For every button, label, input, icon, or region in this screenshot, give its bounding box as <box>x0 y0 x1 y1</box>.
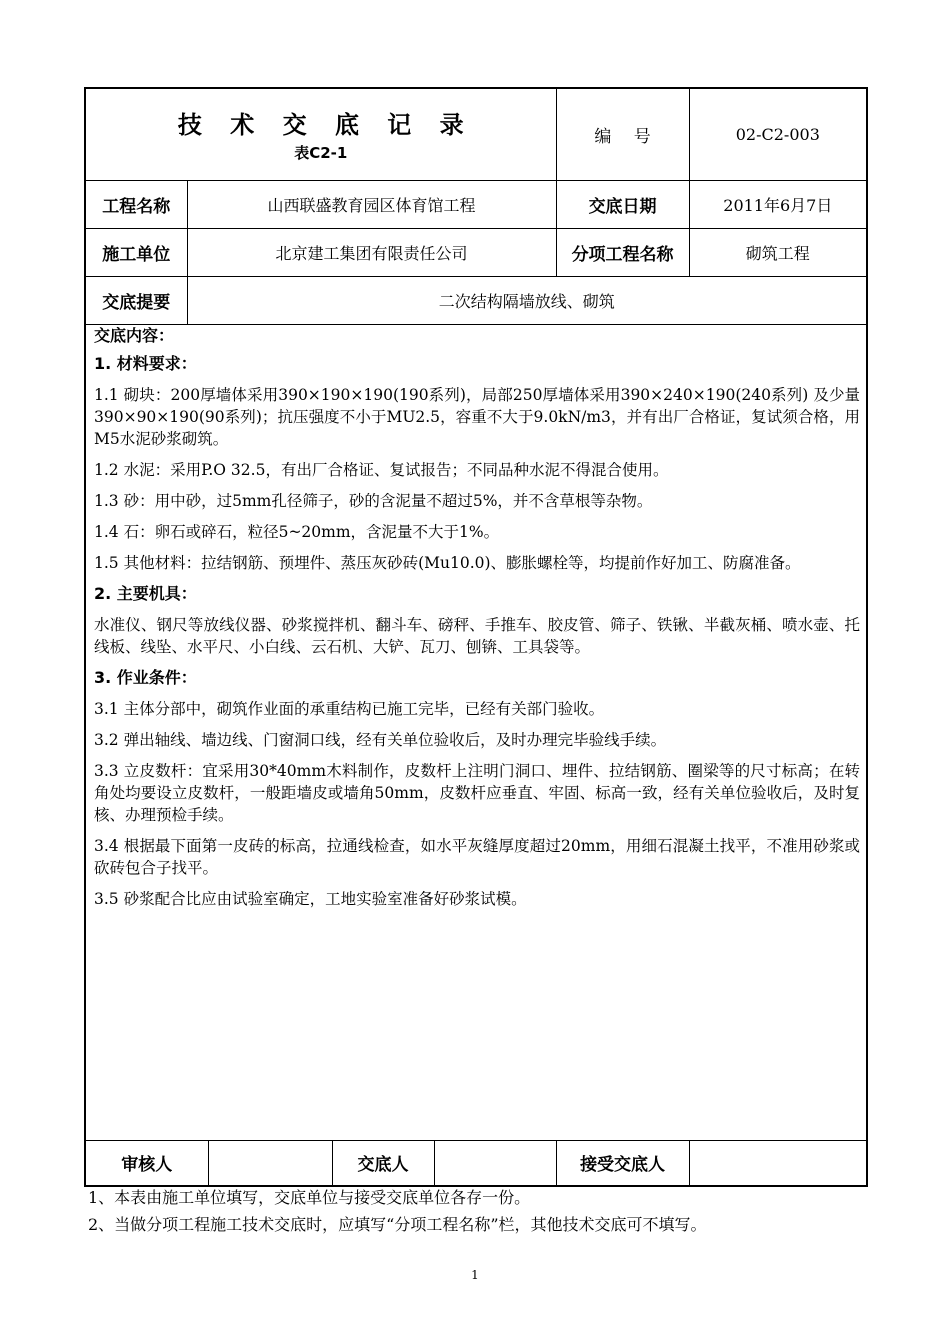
paragraph: 3.2 弹出轴线、墙边线、门窗洞口线，经有关单位验收后，及时办理完毕验线手续。 <box>94 730 667 749</box>
summary-label: 交底提要 <box>85 276 187 324</box>
page-number: 1 <box>471 1268 479 1282</box>
paragraph: 1.1 砌块：200厚墙体采用390×190×190(190系列)，局部250厚墙体采用390×240×190(240系列) 及少量390×90×190(90系列)；抗压强度不小于MU2.5，容重不大于9.0kN/m3，并有出厂合格证，复试须合格，用M5水泥砂浆砌筑。 <box>94 385 861 448</box>
content-cell <box>85 324 867 1140</box>
reviewer-value[interactable] <box>208 1140 332 1186</box>
summary-value: 二次结构隔墙放线、砌筑 <box>187 276 867 324</box>
unit-value: 北京建工集团有限责任公司 <box>187 228 556 276</box>
date-label: 交底日期 <box>556 180 689 228</box>
technical-disclosure-form <box>84 87 866 1187</box>
subproject-label: 分项工程名称 <box>556 228 689 276</box>
paragraph: 1.3 砂：用中砂，过5mm孔径筛子，砂的含泥量不超过5%，并不含草根等杂物。 <box>94 491 653 510</box>
paragraph: 3.4 根据最下面第一皮砖的标高，拉通线检查，如水平灰缝厚度超过20mm，用细石混凝土找平，不准用砂浆或砍砖包合子找平。 <box>94 836 861 877</box>
form-table <box>84 87 868 1187</box>
footnote: 2、当做分项工程施工技术交底时，应填写“分项工程名称”栏，其他技术交底可不填写。 <box>88 1215 707 1234</box>
reviewer-label: 审核人 <box>85 1140 208 1186</box>
paragraph: 1.2 水泥：采用P.O 32.5，有出厂合格证、复试报告；不同品种水泥不得混合使用。 <box>94 460 669 479</box>
discloser-value[interactable] <box>434 1140 556 1186</box>
paragraph: 1.4 石：卵石或碎石，粒径5~20mm，含泥量不大于1%。 <box>94 522 500 541</box>
section-title: 1. 材料要求： <box>94 353 197 373</box>
footnotes <box>88 1184 707 1238</box>
paragraph: 3.1 主体分部中，砌筑作业面的承重结构已施工完毕，已经有关部门验收。 <box>94 699 605 718</box>
footnote: 1、本表由施工单位填写，交底单位与接受交底单位各存一份。 <box>88 1188 531 1207</box>
number-label: 编 号 <box>556 88 689 180</box>
paragraph: 1.5 其他材料：拉结钢筋、预埋件、蒸压灰砂砖(Mu10.0)、膨胀螺栓等，均提前作好加工、防腐准备。 <box>94 553 801 572</box>
subproject-value: 砌筑工程 <box>689 228 867 276</box>
content-heading: 交底内容： <box>94 325 175 345</box>
date-value: 2011年6月7日 <box>689 180 867 228</box>
paragraph: 3.5 砂浆配合比应由试验室确定，工地实验室准备好砂浆试模。 <box>94 889 527 908</box>
disclosure-content <box>94 325 860 910</box>
form-title: 技 术 交 底 记 录 <box>177 111 474 140</box>
unit-label: 施工单位 <box>85 228 187 276</box>
section-title: 3. 作业条件： <box>94 667 197 687</box>
receiver-label: 接受交底人 <box>556 1140 689 1186</box>
title-cell <box>85 88 556 180</box>
project-name-label: 工程名称 <box>85 180 187 228</box>
number-value: 02-C2-003 <box>689 88 867 180</box>
paragraph: 水准仪、钢尺等放线仪器、砂浆搅拌机、翻斗车、磅秤、手推车、胶皮管、筛子、铁锹、半截灰桶、喷水壶、托线板、线坠、水平尺、小白线、云石机、大铲、瓦刀、刨锛、工具袋等。 <box>94 615 861 656</box>
receiver-value[interactable] <box>689 1140 867 1186</box>
paragraph: 3.3 立皮数杆：宜采用30*40mm木料制作，皮数杆上注明门洞口、埋件、拉结钢筋、圈梁等的尺寸标高；在转角处均要设立皮数杆，一般距墙皮或墙角50mm，皮数杆应垂直、牢固、标高一致，经有关单位验收后，及时复核、办理预检手续。 <box>94 761 861 824</box>
section-title: 2. 主要机具： <box>94 583 197 603</box>
form-subtitle: 表C2-1 <box>294 144 348 163</box>
discloser-label: 交底人 <box>332 1140 434 1186</box>
project-name-value: 山西联盛教育园区体育馆工程 <box>187 180 556 228</box>
